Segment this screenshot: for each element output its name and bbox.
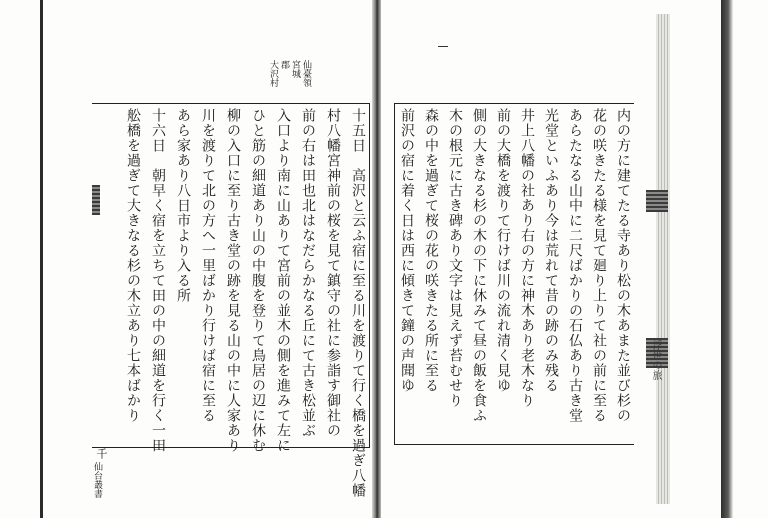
text-column: 光堂といふあり今は荒れて昔の跡のみ残る [543,108,559,393]
text-column: 前の右は田也北はなだらかなる丘にて古き松並ぶ [300,108,316,438]
text-column: 前沢の宿に着く日は西に傾きて鐘の声聞ゆ [399,108,415,393]
text-column: 柳の入口に至り古き堂の跡を見る山の中に人家あり [225,108,241,453]
text-column: 花の咲きたる様を見て廻り上りて社の前に至る [591,108,607,423]
location-note-line: 郡 [279,60,289,69]
text-column: 森の中を過ぎて桜の花の咲きたる所に至る [423,108,439,393]
location-note-line: 大沢村 [268,60,278,87]
page-mark [438,46,448,47]
page-stack-right [656,14,670,504]
text-column: あらたなる山中に二尺ばかりの石仏あり古き堂 [567,108,583,423]
text-column: 舩橋を過ぎて大きなる杉の木立あり七本ばかり [125,108,141,423]
page-edge-left [40,0,43,518]
text-column: 川を渡りて北の方へ一里ばかり行けば宿に至る [200,108,216,423]
text-column: 十六日 朝早く宿を立ちて田の中の細道を行く一田 [150,108,166,453]
book-edge-right [721,0,733,518]
location-note-line: 仙臺領 [301,60,311,87]
margin-label-bottom: 仙台叢書 [92,462,102,498]
text-column: 村八幡宮神前の桜を見て鎮守の社に参詣す御社の [325,108,341,438]
text-column: 木の根元に古き碑あり文字は見えず苔むせり [447,108,463,408]
book-gutter [372,0,381,518]
text-column: あら家あり八日市より入る所 [175,108,191,303]
text-column: 前の大橋を渡りて行けば川の流れ清く見ゆ [495,108,511,393]
text-column: 入口より南に山ありて宮前の並木の側を進みて左に [275,108,291,453]
right-edge-tab [646,190,668,212]
text-column: 側の大きなる杉の木の下に休みて昼の飯を食ふ [471,108,487,423]
right-page-frame [394,103,634,445]
margin-label-left: 千 [95,448,108,459]
text-column: 井上八幡の社あり右の方に神木あり老木なり [519,108,535,408]
location-note-line: 宮城 [290,60,300,78]
left-page-columns [125,108,366,498]
text-column: 内の方に建てたる寺あり松の木あまた並び杉の [615,108,631,423]
location-note [268,60,310,104]
text-column: ひと筋の細道あり山の中腹を登りて鳥居の辺に休む [250,108,266,453]
right-page-columns [400,108,630,441]
text-column: 十五日 高沢と云ふ宿に至る川を渡りて行く橋を過ぎ八幡 [350,108,366,498]
margin-label-right: 浮世の旅 [650,340,661,380]
